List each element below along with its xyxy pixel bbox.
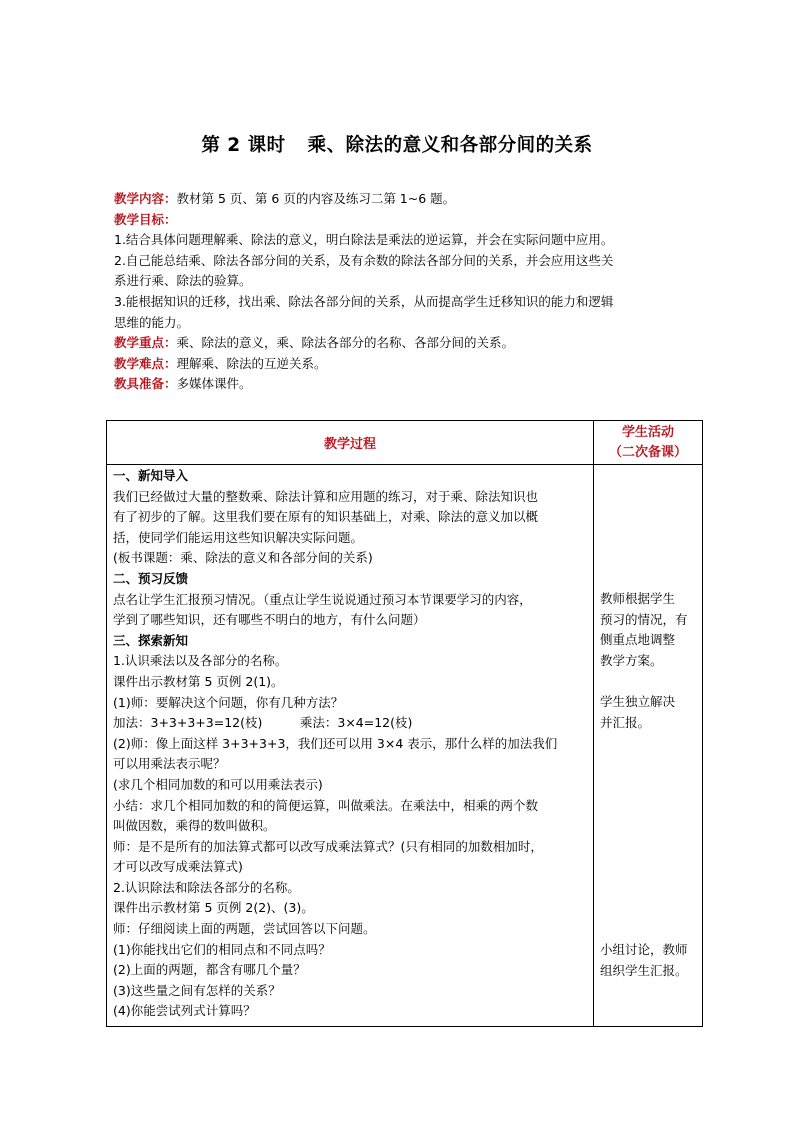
process-line: 小结：求几个相同加数的和的简便运算，叫做乘法。在乘法中，相乘的两个数 [113,797,539,813]
process-line: (求几个相同加数的和可以用乘法表示) [113,776,323,792]
process-line: 括，使同学们能运用这些知识解决实际问题。 [113,529,364,545]
goal-line: 1.结合具体问题理解乘、除法的意义，明白除法是乘法的逆运算，并会在实际问题中应用。 [114,232,614,248]
activity-note-solve [600,692,700,733]
goal-line: 3.能根据知识的迁移，找出乘、除法各部分间的关系，从而提高学生迁移知识的能力和逻辑 [114,293,614,309]
process-line: 叫做因数，乘得的数叫做积。 [113,818,276,834]
activity-note-preview [600,589,700,671]
activity-line: 学生独立解决 [600,694,676,709]
goal-line: 思维的能力。 [114,314,190,330]
header-side-line2: （二次备课） [608,444,687,460]
table-header-row [107,421,703,465]
tools-line [114,374,694,395]
table-body-row [107,465,703,1027]
process-line: 课件出示教材第 5 页例 2(2)、(3)。 [113,900,314,916]
key-label: 教学重点： [114,335,177,351]
process-line: 师：是不是所有的加法算式都可以改写成乘法算式？(只有相同的加数相加时， [113,838,543,854]
tools-text: 多媒体课件。 [176,376,252,392]
activity-line: 预习的情况，有 [600,611,688,627]
process-line: 才可以改写成乘法算式) [113,859,243,875]
process-line: 课件出示教材第 5 页例 2(1)。 [113,673,284,689]
content-label: 教学内容： [114,191,177,206]
process-line: 师：仔细阅读上面的两题，尝试回答以下问题。 [113,921,376,937]
process-line: (2)上面的两题，都含有哪几个量？ [113,962,306,978]
content-line [114,189,694,210]
header-teaching-process: 教学过程 [107,421,594,465]
process-line: 可以用乘法表示呢？ [113,756,226,772]
difficulty-text: 理解乘、除法的互逆关系。 [176,355,327,371]
activity-line: 教师根据学生 [600,591,676,606]
process-line: (1)师：要解决这个问题，你有几种方法？ [113,694,344,710]
goals-heading [114,210,694,231]
process-line: 点名让学生汇报预习情况。（重点让学生说说通过预习本节课要学习的内容， [113,591,532,607]
lesson-topic: 乘、除法的意义和各部分间的关系 [307,135,593,156]
student-activity-cell [594,465,703,1027]
process-line: (板书课题：乘、除法的意义和各部分间的关系) [113,550,373,566]
section-heading: 三、探索新知 [113,632,189,648]
lesson-intro [114,189,694,395]
activity-line: 小组讨论，教师 [600,942,688,957]
header-student-activity [594,421,703,465]
header-side-line1: 学生活动 [621,424,674,440]
key-points-line [114,333,694,354]
difficulty-line [114,354,694,375]
tools-label: 教具准备： [114,376,177,392]
process-line: 有了初步的了解。这里我们要在原有的知识基础上，对乘、除法的意义加以概 [113,509,539,525]
content-text: 教材第 5 页、第 6 页的内容及练习二第 1~6 题。 [176,191,456,206]
difficulty-label: 教学难点： [114,355,177,371]
lesson-number: 第 2 课时 [201,135,286,156]
activity-line: 组织学生汇报。 [600,962,688,978]
goals-label: 教学目标： [114,211,177,227]
process-line: 我们已经做过大量的整数乘、除法计算和应用题的练习，对于乘、除法知识也 [113,488,539,504]
section-heading: 二、预习反馈 [113,570,189,586]
process-line: (2)师：像上面这样 3+3+3+3，我们还可以用 3×4 表示，那什么样的加法我们 [113,735,558,751]
key-text: 乘、除法的意义，乘、除法各部分的名称、各部分间的关系。 [176,335,515,351]
teaching-process-cell [107,465,594,1027]
process-line: 1.认识乘法以及各部分的名称。 [113,653,288,669]
process-line: 2.认识除法和除法各部分的名称。 [113,879,300,895]
section-heading: 一、新知导入 [113,468,189,483]
activity-line: 并汇报。 [600,714,651,730]
goal-line: 系进行乘、除法的验算。 [114,273,252,289]
process-line: (1)你能找出它们的相同点和不同点吗？ [113,941,331,957]
activity-line: 侧重点地调整 [600,632,676,648]
process-line: 加法：3+3+3+3=12(枝) 乘法：3×4=12(枝) [113,715,413,731]
activity-note-group [600,940,700,981]
activity-line: 教学方案。 [600,652,663,668]
process-line: 学到了哪些知识，还有哪些不明白的地方，有什么问题） [113,612,426,628]
process-line: (4)你能尝试列式计算吗？ [113,1003,256,1019]
process-lines [113,466,589,1022]
teaching-process-table [106,420,703,1027]
process-line: (3)这些量之间有怎样的关系？ [113,982,281,998]
page-title [0,131,794,157]
goal-line: 2.自己能总结乘、除法各部分间的关系，及有余数的除法各部分间的关系，并会应用这些关 [114,252,614,268]
